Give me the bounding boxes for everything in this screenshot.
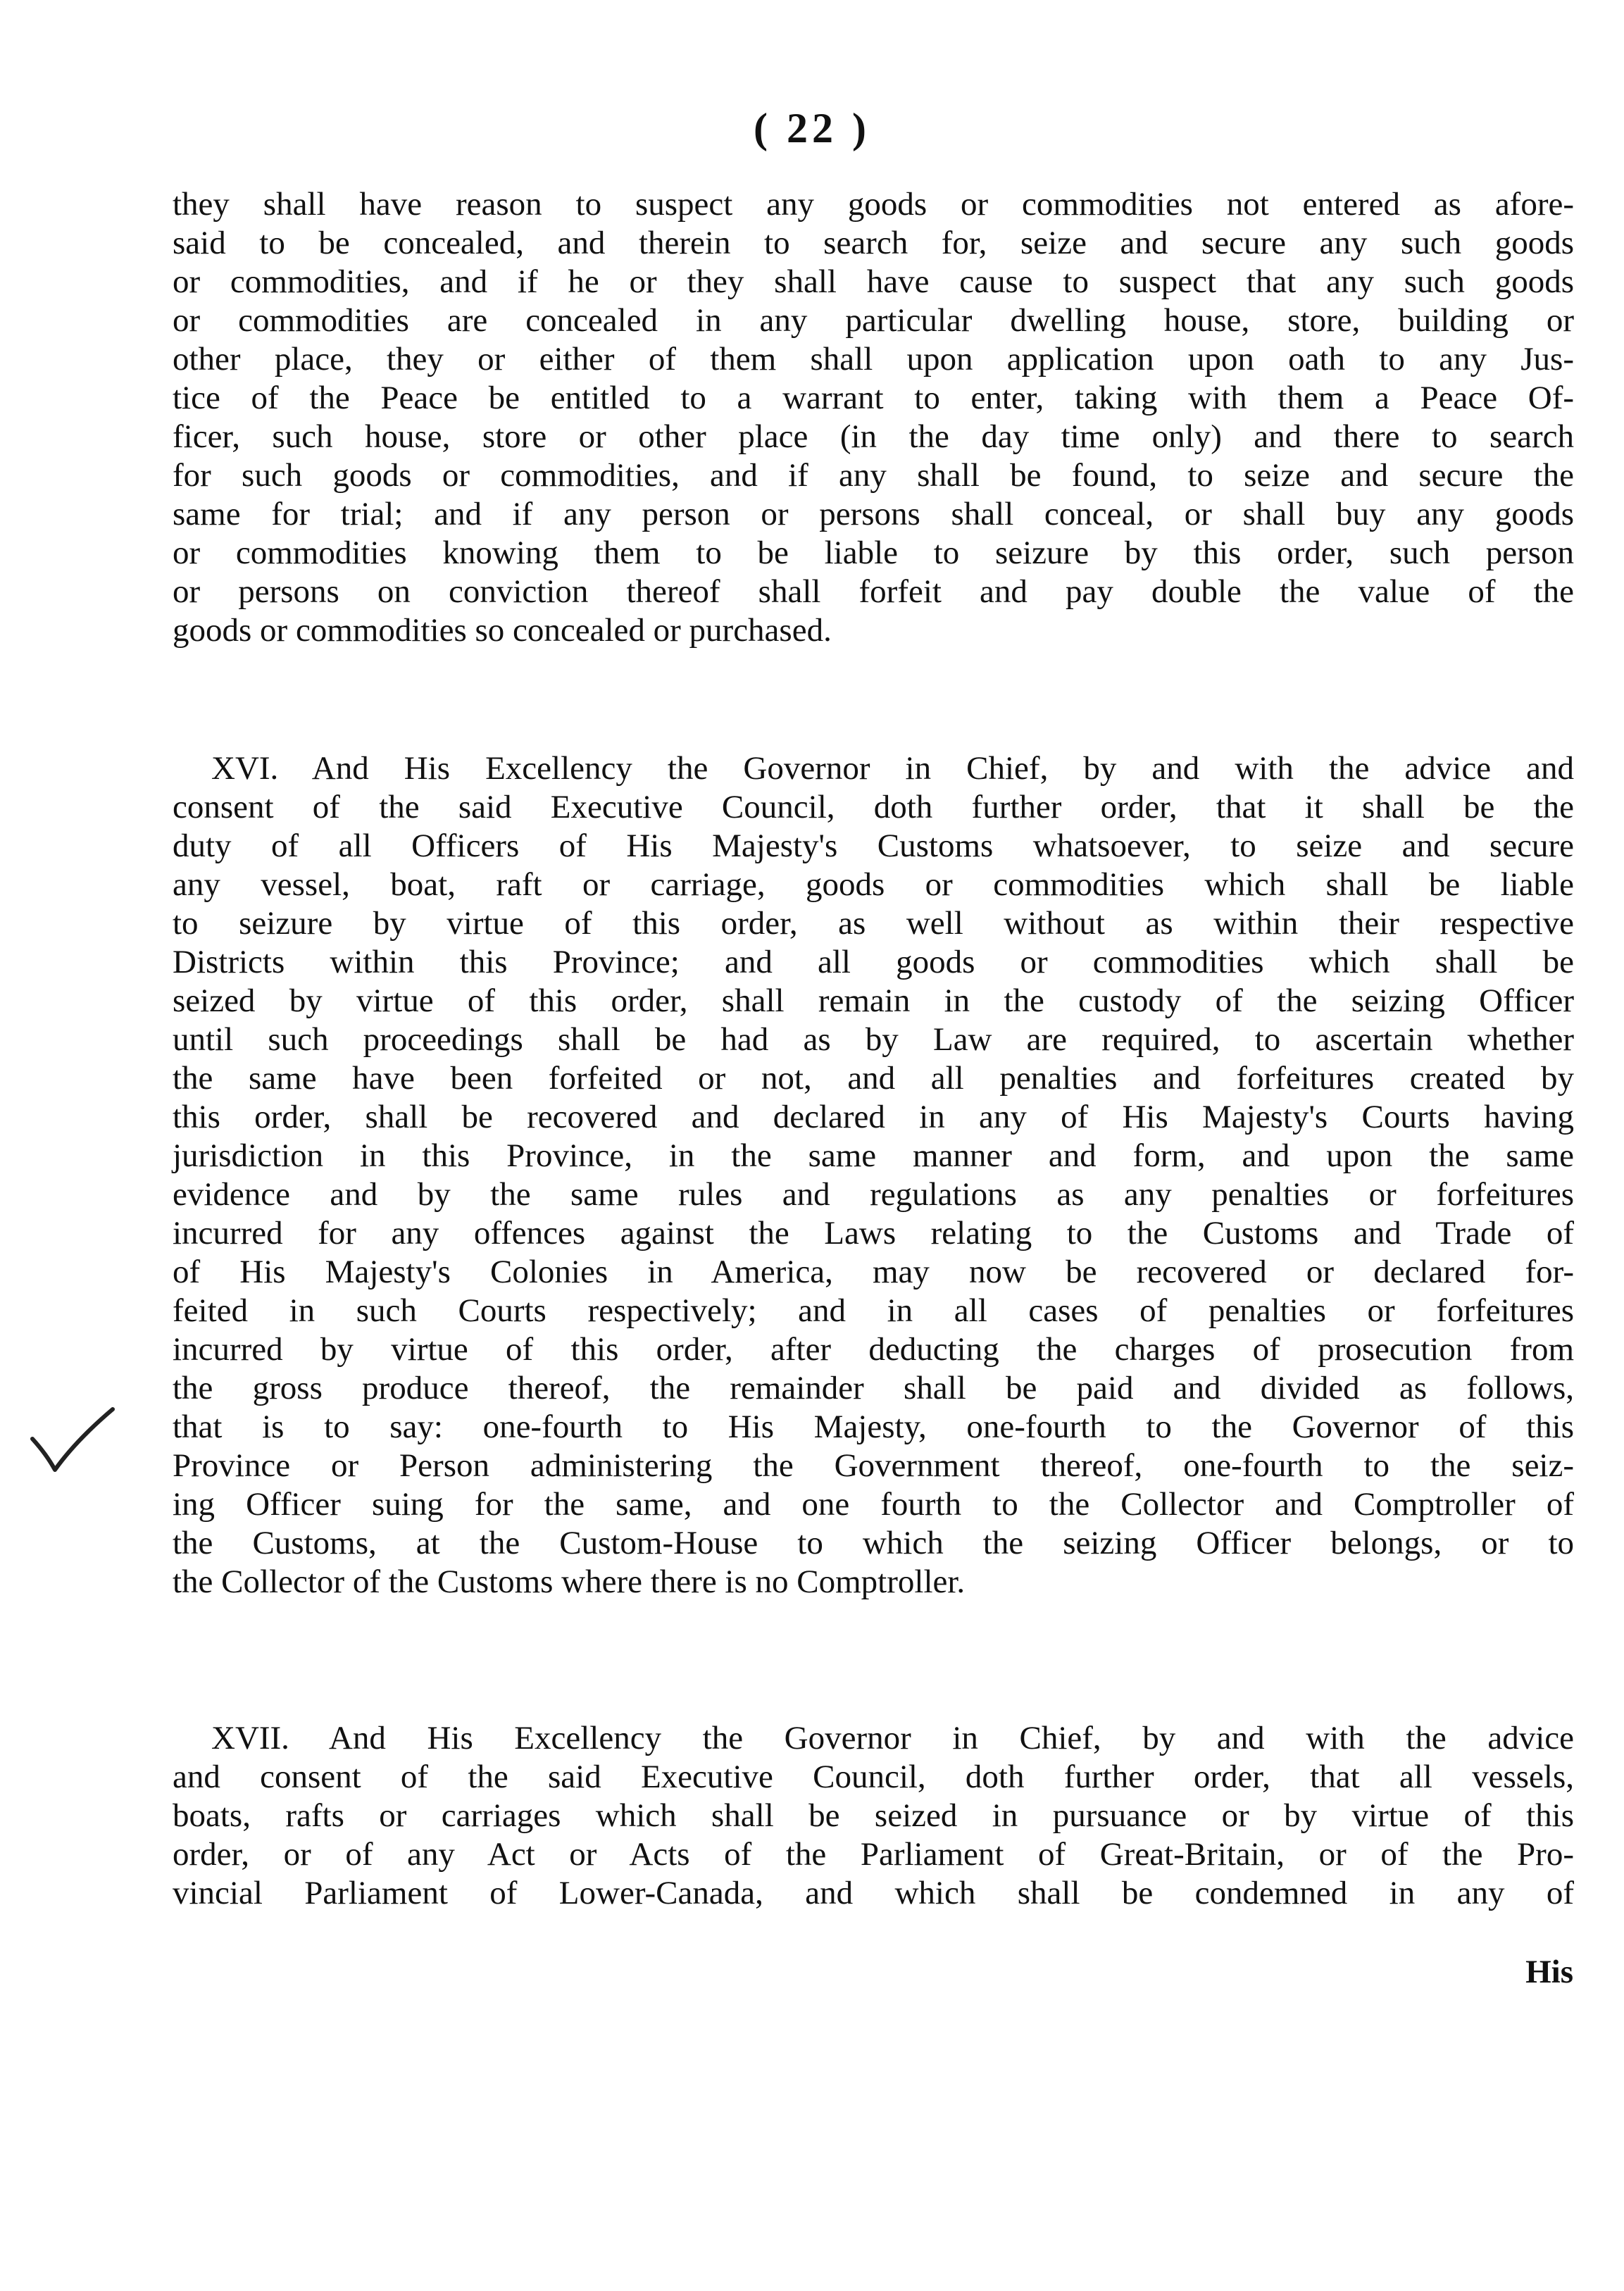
text-line: seized by virtue of this order, shall remain in the custody of the seizing Officer [173, 982, 1574, 1019]
text-line: or commodities, and if he or they shall have cause to suspect that any such goods [173, 263, 1574, 300]
text-line: feited in such Courts respectively; and in all cases of penalties or forfeitures [173, 1292, 1574, 1329]
text-line: Province or Person administering the Government thereof, one-fourth to the seiz- [173, 1447, 1574, 1484]
text-line: the gross produce thereof, the remainder shall be paid and divided as follows, [173, 1370, 1574, 1406]
text-line: this order, shall be recovered and declared in any of His Majesty's Courts having [173, 1099, 1574, 1135]
page-number: ( 22 ) [754, 105, 870, 151]
text-line: or commodities are concealed in any particular dwelling house, store, building or [173, 302, 1574, 339]
text-line: same for trial; and if any person or persons shall conceal, or shall buy any goods [173, 496, 1574, 532]
text-line: duty of all Officers of His Majesty's Customs whatsoever, to seize and secure [173, 828, 1574, 864]
section-heading-line: XVII. And His Excellency the Governor in Chief, by and with the advice [211, 1720, 1574, 1756]
text-line: any vessel, boat, raft or carriage, goods or commodities which shall be liable [173, 866, 1574, 903]
text-line: other place, they or either of them shall upon application upon oath to any Jus- [173, 341, 1574, 377]
section-heading-line: XVI. And His Excellency the Governor in Chief, by and with the advice and [211, 750, 1574, 787]
text-line: tice of the Peace be entitled to a warrant to enter, taking with them a Peace Of- [173, 380, 1574, 416]
text-line: to seizure by virtue of this order, as well without as within their respective [173, 905, 1574, 942]
text-line: order, or of any Act or Acts of the Parliament of Great-Britain, or of the Pro- [173, 1836, 1574, 1873]
text-line: goods or commodities so concealed or purchased. [173, 612, 832, 649]
text-line: for such goods or commodities, and if any shall be found, to seize and secure the [173, 457, 1574, 494]
text-line: Districts within this Province; and all goods or commodities which shall be [173, 944, 1574, 980]
text-line: said to be concealed, and therein to search for, seize and secure any such goods [173, 225, 1574, 261]
text-line: ing Officer suing for the same, and one fourth to the Collector and Comptroller of [173, 1486, 1574, 1523]
text-line: that is to say: one-fourth to His Majesty, one-fourth to the Governor of this [173, 1409, 1574, 1445]
text-line: jurisdiction in this Province, in the same manner and form, and upon the same [173, 1137, 1574, 1174]
text-line: they shall have reason to suspect any goods or commodities not entered as afore- [173, 186, 1574, 223]
text-line: ficer, such house, store or other place (in the day time only) and there to search [173, 418, 1574, 455]
catchword: His [1525, 1954, 1573, 1990]
text-line: consent of the said Executive Council, doth further order, that it shall be the [173, 789, 1574, 825]
text-line: of His Majesty's Colonies in America, may now be recovered or declared for- [173, 1254, 1574, 1290]
text-line: the Customs, at the Custom-House to which the seizing Officer belongs, or to [173, 1525, 1574, 1561]
text-line: incurred for any offences against the Laws relating to the Customs and Trade of [173, 1215, 1574, 1251]
text-line: boats, rafts or carriages which shall be seized in pursuance or by virtue of this [173, 1797, 1574, 1834]
text-line: and consent of the said Executive Council, doth further order, that all vessels, [173, 1759, 1574, 1795]
text-line: the same have been forfeited or not, and all penalties and forfeitures created by [173, 1060, 1574, 1097]
text-line: evidence and by the same rules and regulations as any penalties or forfeitures [173, 1176, 1574, 1213]
text-line: or persons on conviction thereof shall forfeit and pay double the value of the [173, 573, 1574, 610]
text-line: vincial Parliament of Lower-Canada, and which shall be condemned in any of [173, 1875, 1574, 1911]
text-line: or commodities knowing them to be liable to seizure by this order, such person [173, 535, 1574, 571]
text-line: incurred by virtue of this order, after deducting the charges of prosecution from [173, 1331, 1574, 1368]
text-line: the Collector of the Customs where there is no Comptroller. [173, 1563, 966, 1600]
text-line: until such proceedings shall be had as by Law are required, to ascertain whether [173, 1021, 1574, 1058]
checkmark-icon [27, 1405, 118, 1482]
